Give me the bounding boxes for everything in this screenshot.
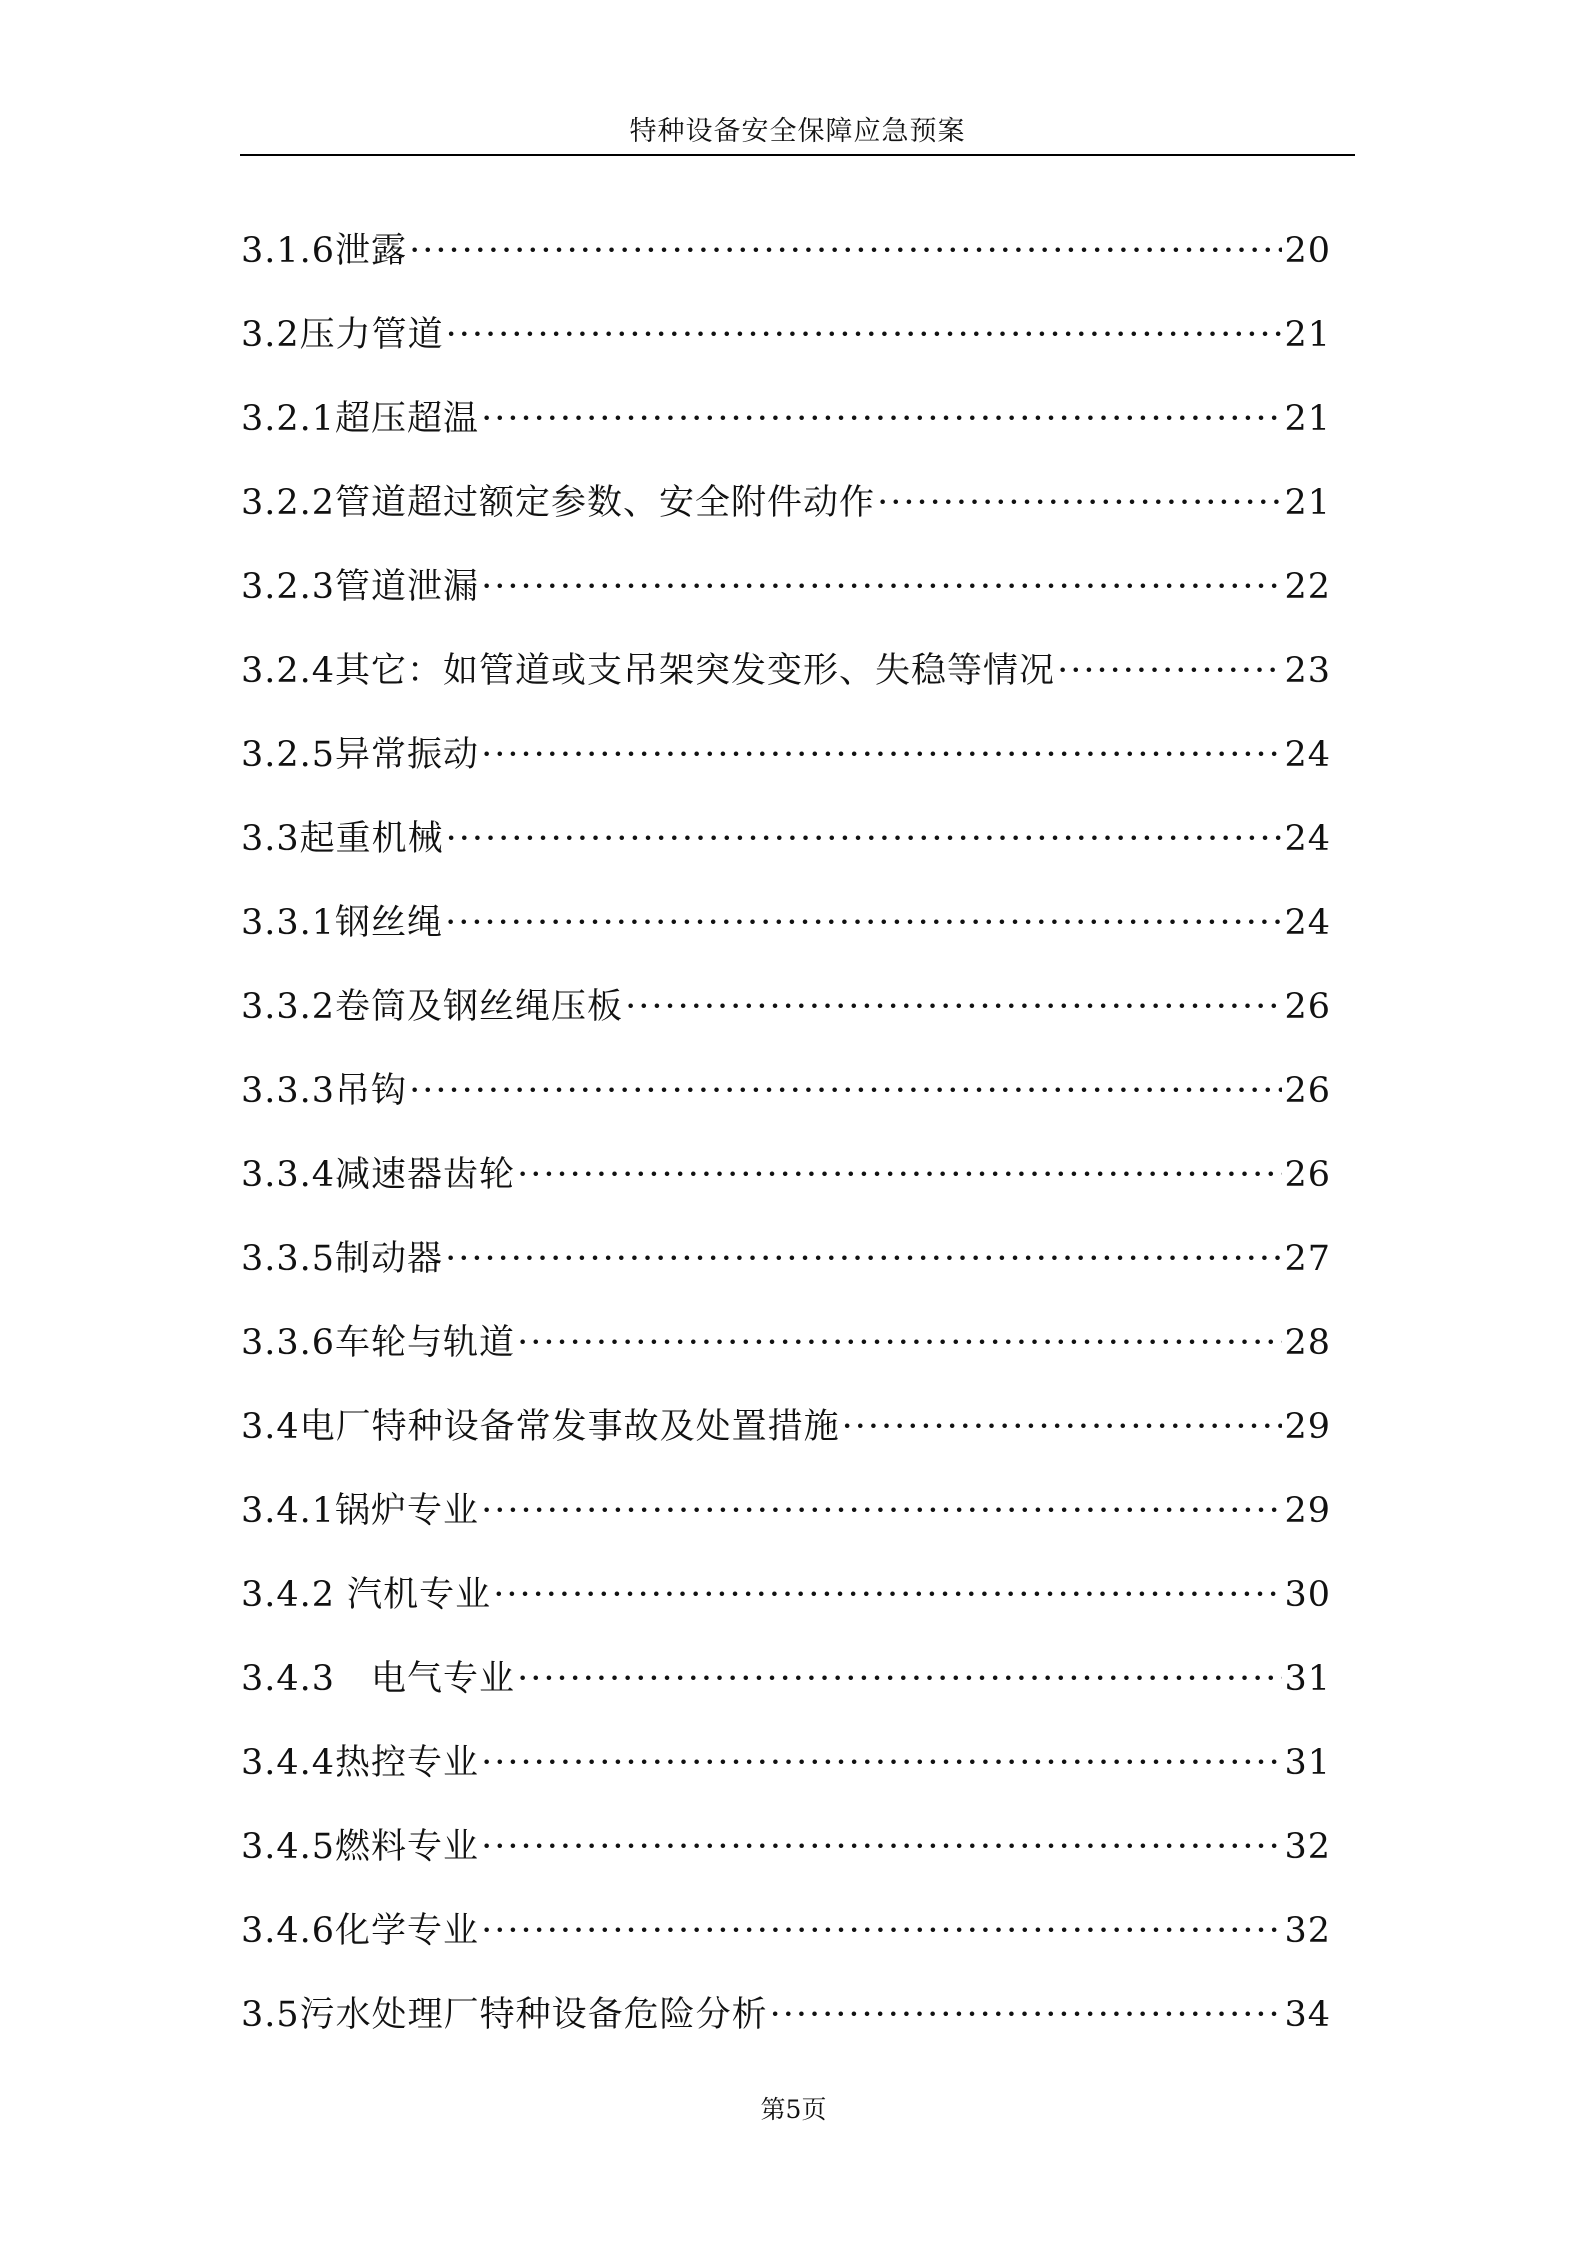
toc-entry[interactable] [241, 625, 1331, 709]
toc-entry[interactable] [241, 1297, 1331, 1381]
toc-entry-page: 26 [1284, 987, 1331, 1027]
toc-entry-title: 3.2.2管道超过额定参数、安全附件动作 [241, 483, 876, 523]
toc-entry-title: 3.3.6车轮与轨道 [241, 1323, 516, 1363]
toc-dot-leader [1057, 649, 1282, 693]
toc-entry-title: 3.4.3 电气专业 [241, 1659, 516, 1699]
toc-entry-page: 32 [1284, 1911, 1331, 1951]
toc-dot-leader [446, 313, 1283, 357]
page-footer [0, 2095, 1587, 2125]
document-title: 特种设备安全保障应急预案 [629, 116, 966, 147]
toc-entry[interactable] [241, 289, 1331, 373]
toc-entry-page: 21 [1284, 315, 1331, 355]
toc-entry[interactable] [241, 373, 1331, 457]
toc-entry[interactable] [241, 961, 1331, 1045]
toc-entry-page: 27 [1284, 1239, 1331, 1279]
toc-entry-page: 24 [1284, 735, 1331, 775]
toc-dot-leader [481, 1741, 1282, 1785]
toc-entry[interactable] [241, 541, 1331, 625]
toc-entry-title: 3.3.3吊钩 [241, 1071, 408, 1111]
toc-dot-leader [481, 565, 1282, 609]
toc-dot-leader [445, 901, 1282, 945]
toc-dot-leader [770, 1993, 1283, 2037]
toc-dot-leader [481, 397, 1282, 441]
page-header [240, 110, 1355, 156]
toc-entry-page: 21 [1284, 483, 1331, 523]
toc-entry-title: 3.3起重机械 [241, 819, 444, 859]
toc-dot-leader [517, 1153, 1282, 1197]
page-number: 第5页 [760, 2095, 827, 2124]
toc-entry-title: 3.4.5燃料专业 [241, 1827, 480, 1867]
toc-entry-title: 3.1.6泄露 [241, 231, 408, 271]
toc-entry-title: 3.4.4热控专业 [241, 1743, 480, 1783]
toc-dot-leader [409, 1069, 1282, 1113]
toc-entry-page: 32 [1284, 1827, 1331, 1867]
toc-entry-page: 31 [1284, 1659, 1331, 1699]
toc-dot-leader [481, 1825, 1282, 1869]
toc-entry[interactable] [241, 1465, 1331, 1549]
toc-entry-page: 22 [1284, 567, 1331, 607]
toc-entry-page: 26 [1284, 1071, 1331, 1111]
toc-entry-page: 28 [1284, 1323, 1331, 1363]
toc-entry-page: 29 [1284, 1407, 1331, 1447]
toc-entry[interactable] [241, 1885, 1331, 1969]
toc-entry-title: 3.2.3管道泄漏 [241, 567, 480, 607]
toc-entry[interactable] [241, 709, 1331, 793]
toc-entry[interactable] [241, 457, 1331, 541]
toc-entry-title: 3.4.6化学专业 [241, 1911, 480, 1951]
toc-entry-page: 34 [1284, 1995, 1331, 2035]
toc-entry-page: 31 [1284, 1743, 1331, 1783]
toc-entry-page: 20 [1284, 231, 1331, 271]
toc-entry[interactable] [241, 877, 1331, 961]
toc-entry-title: 3.3.2卷筒及钢丝绳压板 [241, 987, 624, 1027]
toc-entry-title: 3.3.5制动器 [241, 1239, 444, 1279]
toc-entry-title: 3.2.1超压超温 [241, 399, 480, 439]
toc-entry-title: 3.5污水处理厂特种设备危险分析 [241, 1995, 768, 2035]
toc-dot-leader [409, 229, 1282, 273]
toc-dot-leader [517, 1657, 1282, 1701]
table-of-contents [241, 205, 1331, 2053]
toc-entry-title: 3.3.1钢丝绳 [241, 903, 444, 943]
toc-dot-leader [445, 1237, 1282, 1281]
toc-entry-page: 21 [1284, 399, 1331, 439]
toc-entry[interactable] [241, 1549, 1331, 1633]
toc-entry[interactable] [241, 1045, 1331, 1129]
toc-entry-page: 24 [1284, 903, 1331, 943]
toc-dot-leader [517, 1321, 1282, 1365]
toc-entry-title: 3.2压力管道 [241, 315, 444, 355]
toc-dot-leader [446, 817, 1283, 861]
toc-dot-leader [493, 1573, 1282, 1617]
toc-entry[interactable] [241, 1633, 1331, 1717]
toc-dot-leader [877, 481, 1282, 525]
toc-entry[interactable] [241, 1129, 1331, 1213]
toc-entry[interactable] [241, 1381, 1331, 1465]
toc-entry-page: 26 [1284, 1155, 1331, 1195]
toc-entry-title: 3.2.4其它：如管道或支吊架突发变形、失稳等情况 [241, 651, 1056, 691]
toc-dot-leader [481, 1909, 1282, 1953]
toc-entry[interactable] [241, 1801, 1331, 1885]
toc-entry-title: 3.4.1锅炉专业 [241, 1491, 480, 1531]
toc-entry-page: 23 [1284, 651, 1331, 691]
toc-entry-page: 24 [1284, 819, 1331, 859]
toc-entry-title: 3.2.5异常振动 [241, 735, 480, 775]
toc-dot-leader [481, 733, 1282, 777]
toc-entry[interactable] [241, 205, 1331, 289]
toc-entry[interactable] [241, 1969, 1331, 2053]
toc-entry-title: 3.4电厂特种设备常发事故及处置措施 [241, 1407, 840, 1447]
toc-dot-leader [842, 1405, 1283, 1449]
toc-entry-page: 30 [1284, 1575, 1331, 1615]
toc-entry-title: 3.4.2 汽机专业 [241, 1575, 492, 1615]
toc-entry[interactable] [241, 1213, 1331, 1297]
toc-dot-leader [481, 1489, 1282, 1533]
toc-entry[interactable] [241, 1717, 1331, 1801]
toc-entry[interactable] [241, 793, 1331, 877]
toc-dot-leader [625, 985, 1282, 1029]
toc-entry-title: 3.3.4减速器齿轮 [241, 1155, 516, 1195]
toc-entry-page: 29 [1284, 1491, 1331, 1531]
